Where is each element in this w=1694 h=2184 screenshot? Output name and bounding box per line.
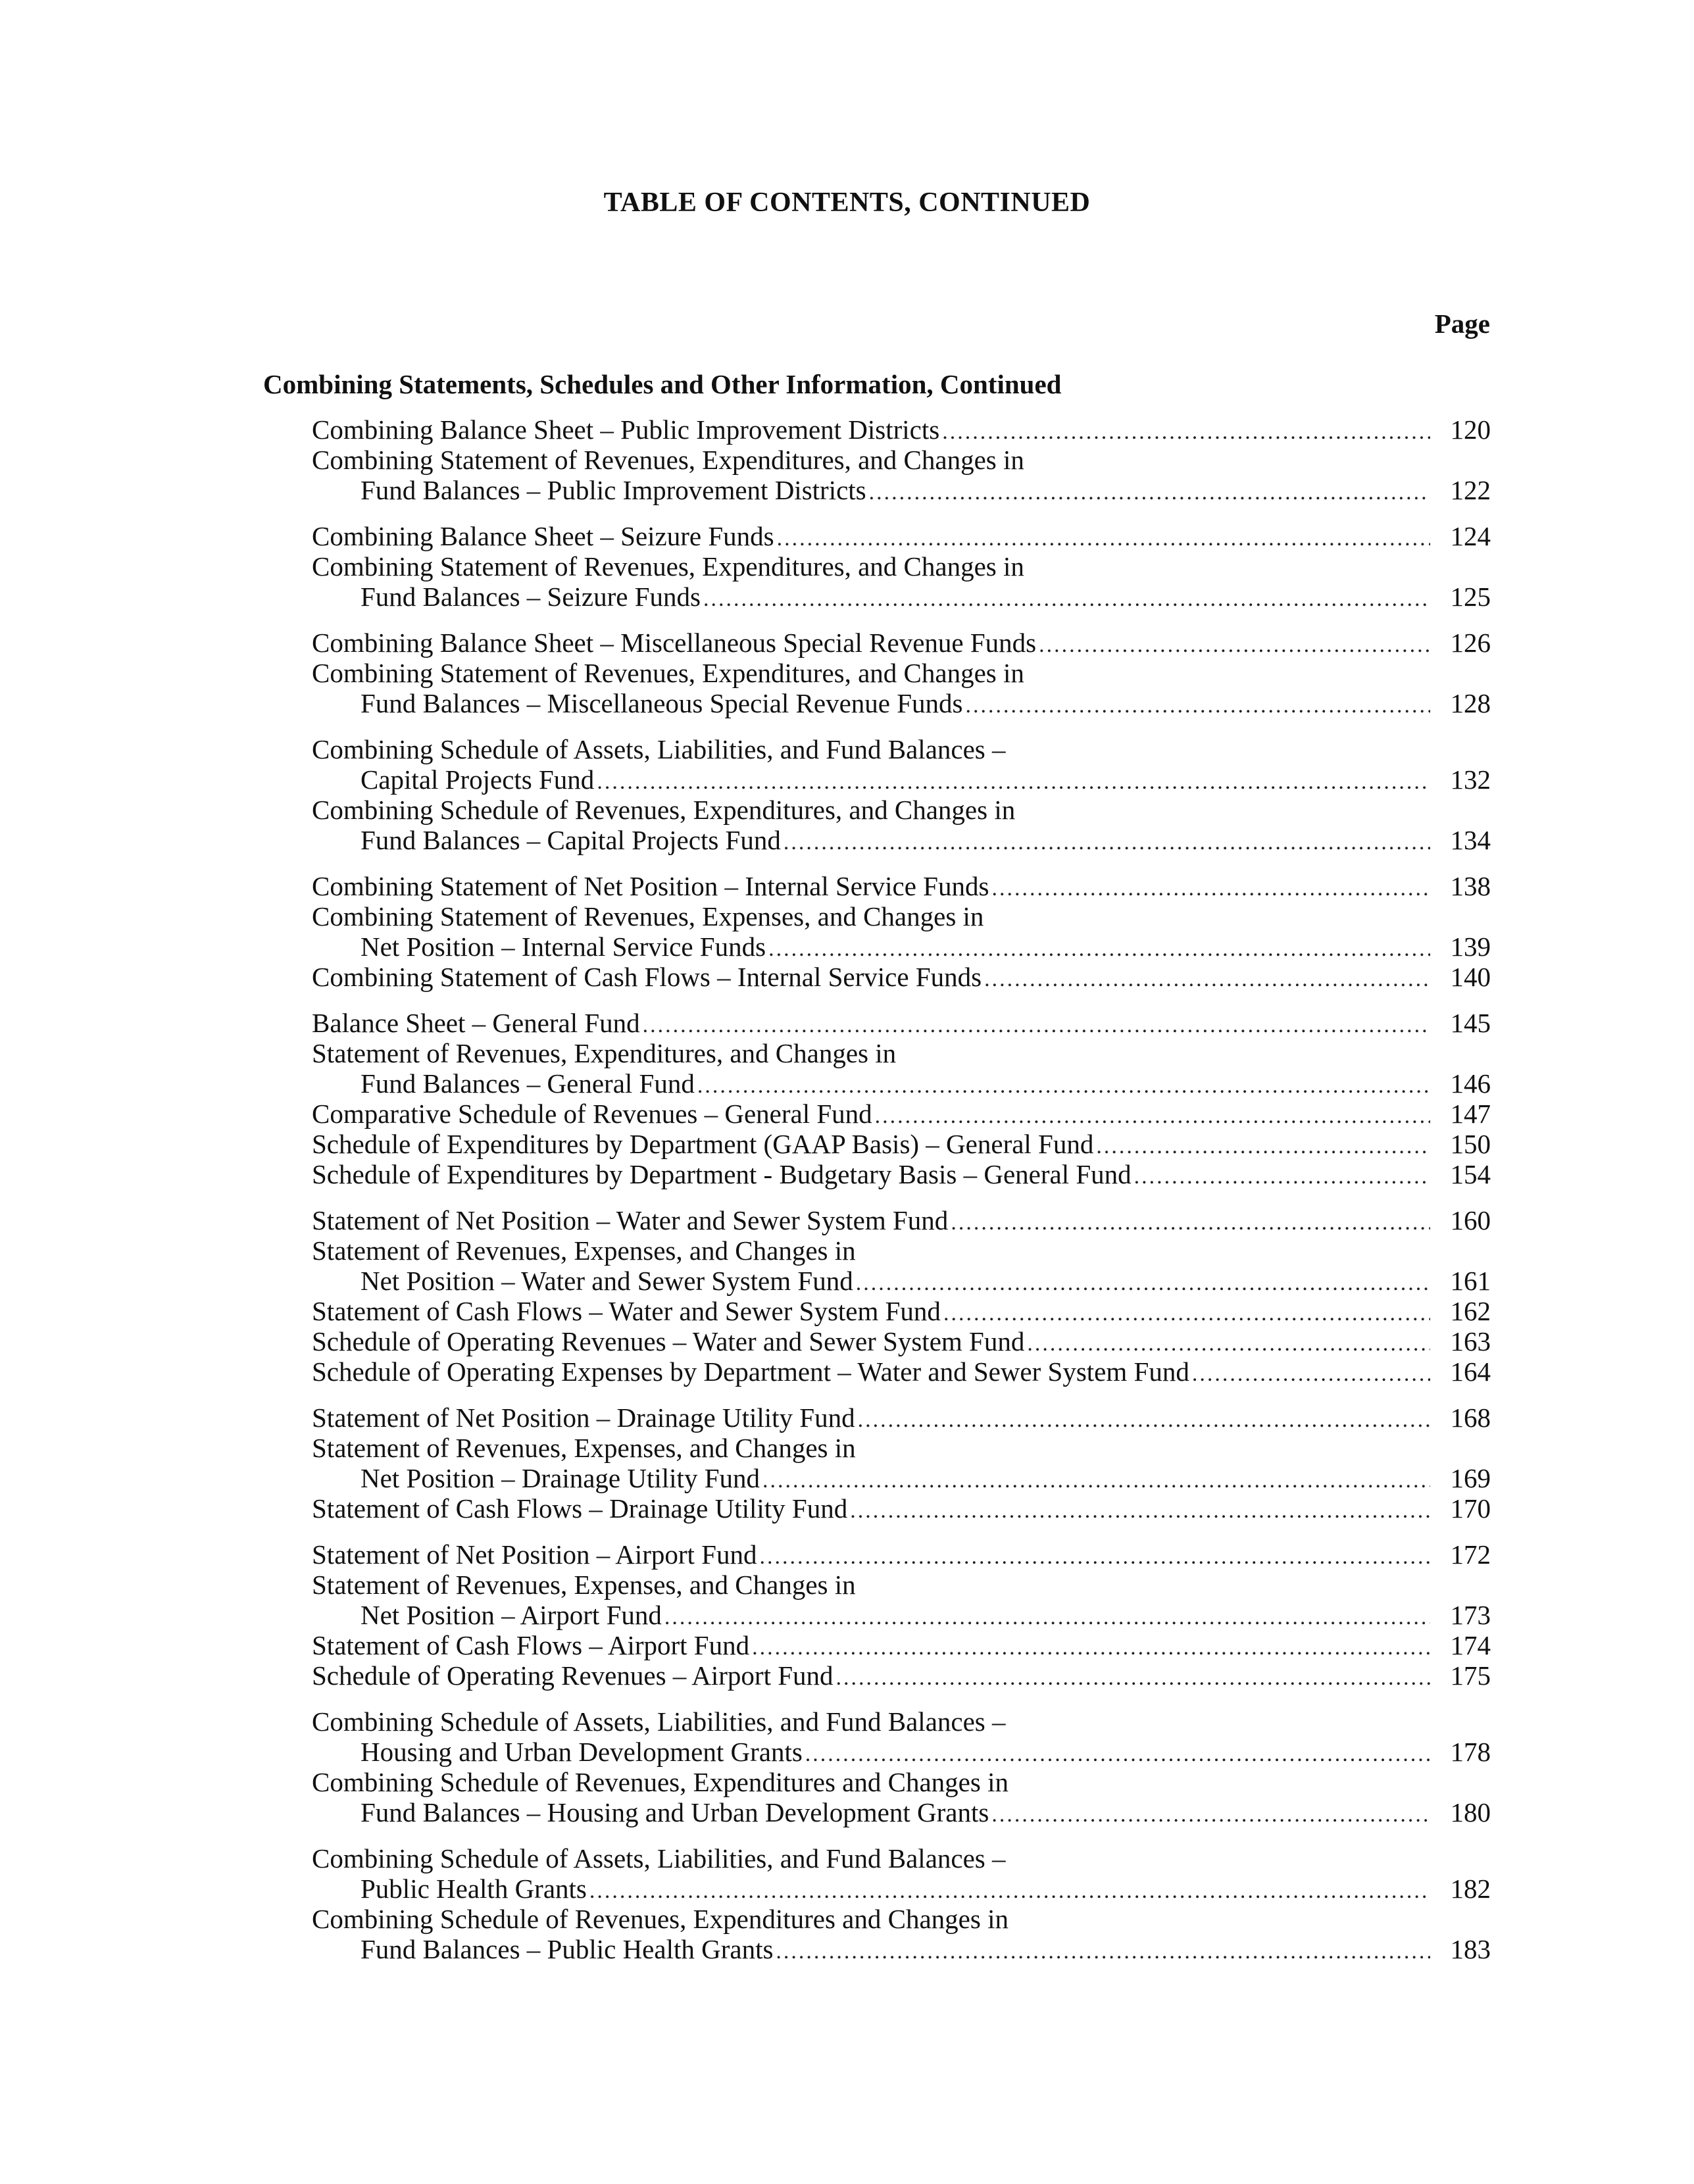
- toc-entry-title: Statement of Revenues, Expenses, and Changes in: [312, 1570, 856, 1600]
- dot-leader: [776, 1937, 1430, 1967]
- dot-leader: [869, 478, 1430, 508]
- toc-entry: [312, 931, 1491, 962]
- dot-leader: [1134, 1162, 1430, 1192]
- dot-leader: [784, 828, 1430, 858]
- toc-entry: [312, 1706, 1491, 1737]
- dot-leader: [942, 417, 1430, 447]
- toc-page-number: 124: [1430, 521, 1491, 551]
- toc-group: [312, 1402, 1491, 1524]
- toc-entry-title: Combining Statement of Cash Flows – Internal Service Funds: [312, 962, 984, 992]
- toc-entry: [312, 1326, 1491, 1356]
- toc-page-number: 180: [1430, 1797, 1491, 1827]
- toc-page-number: 182: [1430, 1874, 1491, 1904]
- toc-group: [312, 628, 1491, 718]
- dot-leader: [805, 1739, 1430, 1770]
- toc-page-number: 175: [1430, 1660, 1491, 1691]
- toc-group: [312, 1205, 1491, 1387]
- toc-page-number: 162: [1430, 1296, 1491, 1326]
- toc-page-number: 125: [1430, 582, 1491, 612]
- dot-leader: [984, 964, 1430, 995]
- toc-page-number: 138: [1430, 871, 1491, 901]
- toc-entry: [312, 1767, 1491, 1797]
- dot-leader: [664, 1602, 1430, 1633]
- toc-entry: [312, 1296, 1491, 1326]
- toc-entry-title: Combining Schedule of Assets, Liabilities, and Fund Balances –: [312, 1706, 1006, 1737]
- toc-group: [312, 734, 1491, 855]
- dot-leader: [991, 874, 1430, 904]
- dot-leader: [966, 691, 1431, 721]
- toc-entry: [312, 551, 1491, 582]
- toc-entry: [312, 1934, 1491, 1964]
- toc-entry-title: Combining Statement of Revenues, Expenditures, and Changes in: [312, 658, 1024, 688]
- dot-leader: [856, 1268, 1430, 1299]
- toc-page-number: 168: [1430, 1402, 1491, 1433]
- toc-entry: [312, 1068, 1491, 1099]
- toc-page-number: 126: [1430, 628, 1491, 658]
- toc-page-number: 145: [1430, 1008, 1491, 1038]
- toc-group: [312, 1706, 1491, 1827]
- toc-entry-title: Capital Projects Fund: [312, 764, 597, 795]
- toc-page-number: 169: [1430, 1463, 1491, 1493]
- toc-page-number: 150: [1430, 1129, 1491, 1159]
- toc-entry-title: Combining Schedule of Revenues, Expenditures and Changes in: [312, 1767, 1009, 1797]
- toc-page-number: 174: [1430, 1630, 1491, 1660]
- toc-entry-title: Combining Schedule of Assets, Liabilities, and Fund Balances –: [312, 1843, 1006, 1874]
- toc-entry-title: Statement of Cash Flows – Water and Sewer System Fund: [312, 1296, 943, 1326]
- toc-page-number: 147: [1430, 1099, 1491, 1129]
- toc-page-number: 154: [1430, 1159, 1491, 1189]
- dot-leader: [1096, 1131, 1430, 1162]
- toc-entry: [312, 1660, 1491, 1691]
- toc-entry-title: Combining Balance Sheet – Seizure Funds: [312, 521, 777, 551]
- toc-entry-title: Balance Sheet – General Fund: [312, 1008, 643, 1038]
- toc-entry: [312, 1797, 1491, 1827]
- toc-entry: [312, 764, 1491, 795]
- toc-entry-title: Combining Schedule of Revenues, Expenditures and Changes in: [312, 1904, 1009, 1934]
- toc-page-number: 122: [1430, 475, 1491, 505]
- toc-entry: [312, 1539, 1491, 1570]
- toc-entry: [312, 1356, 1491, 1387]
- dot-leader: [943, 1299, 1430, 1329]
- table-of-contents: [312, 414, 1491, 1980]
- toc-entry: [312, 962, 1491, 992]
- toc-entry: [312, 1433, 1491, 1463]
- dot-leader: [703, 584, 1430, 614]
- toc-entry-title: Statement of Cash Flows – Airport Fund: [312, 1630, 752, 1660]
- toc-page-number: 134: [1430, 825, 1491, 855]
- toc-entry: [312, 582, 1491, 612]
- toc-page-number: 170: [1430, 1493, 1491, 1524]
- dot-leader: [759, 1542, 1430, 1572]
- section-title: Combining Statements, Schedules and Other Information, Continued: [263, 369, 1062, 399]
- toc-entry-title: Statement of Cash Flows – Drainage Utility Fund: [312, 1493, 850, 1524]
- toc-entry-title: Statement of Revenues, Expenses, and Changes in: [312, 1433, 856, 1463]
- toc-entry-title: Combining Balance Sheet – Miscellaneous Special Revenue Funds: [312, 628, 1039, 658]
- toc-entry: [312, 1159, 1491, 1189]
- toc-entry: [312, 1099, 1491, 1129]
- toc-entry: [312, 871, 1491, 901]
- toc-entry-title: Housing and Urban Development Grants: [312, 1737, 805, 1767]
- dot-leader: [589, 1876, 1430, 1906]
- dot-leader: [850, 1496, 1430, 1526]
- dot-leader: [643, 1010, 1430, 1041]
- toc-entry-title: Fund Balances – Seizure Funds: [312, 582, 703, 612]
- toc-entry: [312, 1843, 1491, 1874]
- toc-entry-title: Schedule of Expenditures by Department - Budgetary Basis – General Fund: [312, 1159, 1134, 1189]
- toc-entry: [312, 795, 1491, 825]
- toc-entry-title: Statement of Revenues, Expenditures, and Changes in: [312, 1038, 897, 1068]
- toc-entry: [312, 1205, 1491, 1235]
- toc-entry-title: Combining Statement of Revenues, Expenses, and Changes in: [312, 901, 984, 931]
- toc-entry: [312, 658, 1491, 688]
- toc-entry-title: Combining Balance Sheet – Public Improvement Districts: [312, 414, 942, 445]
- page-title: TABLE OF CONTENTS, CONTINUED: [603, 187, 1091, 218]
- toc-page-number: 160: [1430, 1205, 1491, 1235]
- toc-group: [312, 521, 1491, 612]
- toc-entry: [312, 475, 1491, 505]
- toc-entry: [312, 901, 1491, 931]
- toc-entry-title: Combining Schedule of Revenues, Expenditures, and Changes in: [312, 795, 1016, 825]
- toc-page-number: 164: [1430, 1356, 1491, 1387]
- dot-leader: [858, 1405, 1430, 1435]
- toc-entry-title: Statement of Net Position – Drainage Utility Fund: [312, 1402, 858, 1433]
- toc-page-number: 163: [1430, 1326, 1491, 1356]
- toc-page-number: 178: [1430, 1737, 1491, 1767]
- toc-entry-title: Net Position – Internal Service Funds: [312, 931, 768, 962]
- toc-entry: [312, 1129, 1491, 1159]
- dot-leader: [597, 767, 1430, 797]
- toc-entry: [312, 734, 1491, 764]
- dot-leader: [762, 1466, 1430, 1496]
- toc-entry: [312, 1235, 1491, 1266]
- toc-entry-title: Combining Statement of Revenues, Expenditures, and Changes in: [312, 445, 1024, 475]
- toc-entry-title: Fund Balances – Public Health Grants: [312, 1934, 776, 1964]
- toc-entry: [312, 1570, 1491, 1600]
- toc-entry-title: Combining Schedule of Assets, Liabilities, and Fund Balances –: [312, 734, 1006, 764]
- toc-entry: [312, 1038, 1491, 1068]
- toc-page-number: 172: [1430, 1539, 1491, 1570]
- dot-leader: [836, 1663, 1430, 1693]
- toc-entry-title: Statement of Net Position – Airport Fund: [312, 1539, 759, 1570]
- page-column-header: Page: [1434, 309, 1490, 339]
- toc-page-number: 139: [1430, 931, 1491, 962]
- dot-leader: [991, 1800, 1430, 1830]
- toc-entry: [312, 445, 1491, 475]
- dot-leader: [1039, 630, 1430, 660]
- toc-entry-title: Statement of Net Position – Water and Sewer System Fund: [312, 1205, 951, 1235]
- toc-page-number: 132: [1430, 764, 1491, 795]
- dot-leader: [875, 1101, 1430, 1131]
- dot-leader: [697, 1071, 1430, 1101]
- toc-entry-title: Statement of Revenues, Expenses, and Changes in: [312, 1235, 856, 1266]
- toc-entry-title: Fund Balances – Public Improvement Districts: [312, 475, 869, 505]
- toc-page-number: 140: [1430, 962, 1491, 992]
- dot-leader: [1192, 1359, 1430, 1389]
- toc-entry: [312, 1402, 1491, 1433]
- toc-entry: [312, 1904, 1491, 1934]
- toc-entry-title: Schedule of Expenditures by Department (GAAP Basis) – General Fund: [312, 1129, 1096, 1159]
- toc-group: [312, 1843, 1491, 1964]
- toc-page-number: 120: [1430, 414, 1491, 445]
- toc-entry-title: Net Position – Drainage Utility Fund: [312, 1463, 762, 1493]
- toc-entry-title: Comparative Schedule of Revenues – General Fund: [312, 1099, 875, 1129]
- toc-group: [312, 414, 1491, 505]
- toc-entry: [312, 1266, 1491, 1296]
- toc-entry-title: Fund Balances – Housing and Urban Development Grants: [312, 1797, 991, 1827]
- toc-entry-title: Public Health Grants: [312, 1874, 589, 1904]
- toc-page-number: 146: [1430, 1068, 1491, 1099]
- toc-entry-title: Schedule of Operating Expenses by Department – Water and Sewer System Fund: [312, 1356, 1192, 1387]
- toc-entry: [312, 414, 1491, 445]
- dot-leader: [777, 524, 1430, 554]
- toc-entry-title: Schedule of Operating Revenues – Airport Fund: [312, 1660, 836, 1691]
- toc-entry: [312, 1463, 1491, 1493]
- toc-entry-title: Fund Balances – General Fund: [312, 1068, 697, 1099]
- toc-page-number: 183: [1430, 1934, 1491, 1964]
- toc-page-number: 128: [1430, 688, 1491, 718]
- toc-page-number: 161: [1430, 1266, 1491, 1296]
- toc-group: [312, 1539, 1491, 1691]
- toc-entry-title: Net Position – Airport Fund: [312, 1600, 664, 1630]
- toc-entry-title: Net Position – Water and Sewer System Fund: [312, 1266, 856, 1296]
- dot-leader: [1027, 1329, 1430, 1359]
- toc-entry: [312, 1008, 1491, 1038]
- toc-entry: [312, 1737, 1491, 1767]
- toc-entry: [312, 688, 1491, 718]
- toc-entry: [312, 825, 1491, 855]
- toc-entry-title: Combining Statement of Revenues, Expenditures, and Changes in: [312, 551, 1024, 582]
- toc-page-number: 173: [1430, 1600, 1491, 1630]
- toc-group: [312, 871, 1491, 992]
- dot-leader: [768, 934, 1430, 964]
- toc-group: [312, 1008, 1491, 1189]
- toc-entry-title: Combining Statement of Net Position – Internal Service Funds: [312, 871, 991, 901]
- dot-leader: [752, 1633, 1430, 1663]
- toc-entry: [312, 521, 1491, 551]
- toc-entry-title: Fund Balances – Capital Projects Fund: [312, 825, 784, 855]
- toc-entry-title: Fund Balances – Miscellaneous Special Revenue Funds: [312, 688, 966, 718]
- toc-entry-title: Schedule of Operating Revenues – Water and Sewer System Fund: [312, 1326, 1027, 1356]
- toc-entry: [312, 1874, 1491, 1904]
- toc-entry: [312, 1600, 1491, 1630]
- toc-entry: [312, 1630, 1491, 1660]
- toc-entry: [312, 1493, 1491, 1524]
- dot-leader: [951, 1208, 1430, 1238]
- toc-entry: [312, 628, 1491, 658]
